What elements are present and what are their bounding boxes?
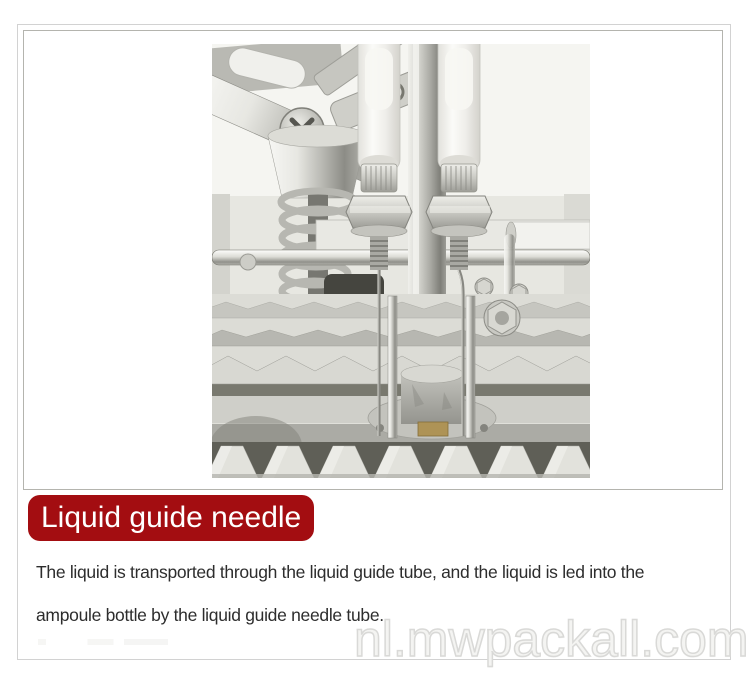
callout-label: Liquid guide needle [28,495,314,541]
guard-bar [212,250,590,265]
photo-frame [23,30,723,490]
track-nut [484,300,520,336]
bottom-toothed-rail [212,442,590,478]
machine-photo [212,44,590,478]
watermark: nl.mwpackall.com [354,611,749,667]
faint-watermark-remnant [38,639,168,645]
description-line-2: ampoule bottle by the liquid guide needle tube. [36,605,384,625]
description-line-1: The liquid is transported through the liquid guide tube, and the liquid is led into the [36,562,645,582]
